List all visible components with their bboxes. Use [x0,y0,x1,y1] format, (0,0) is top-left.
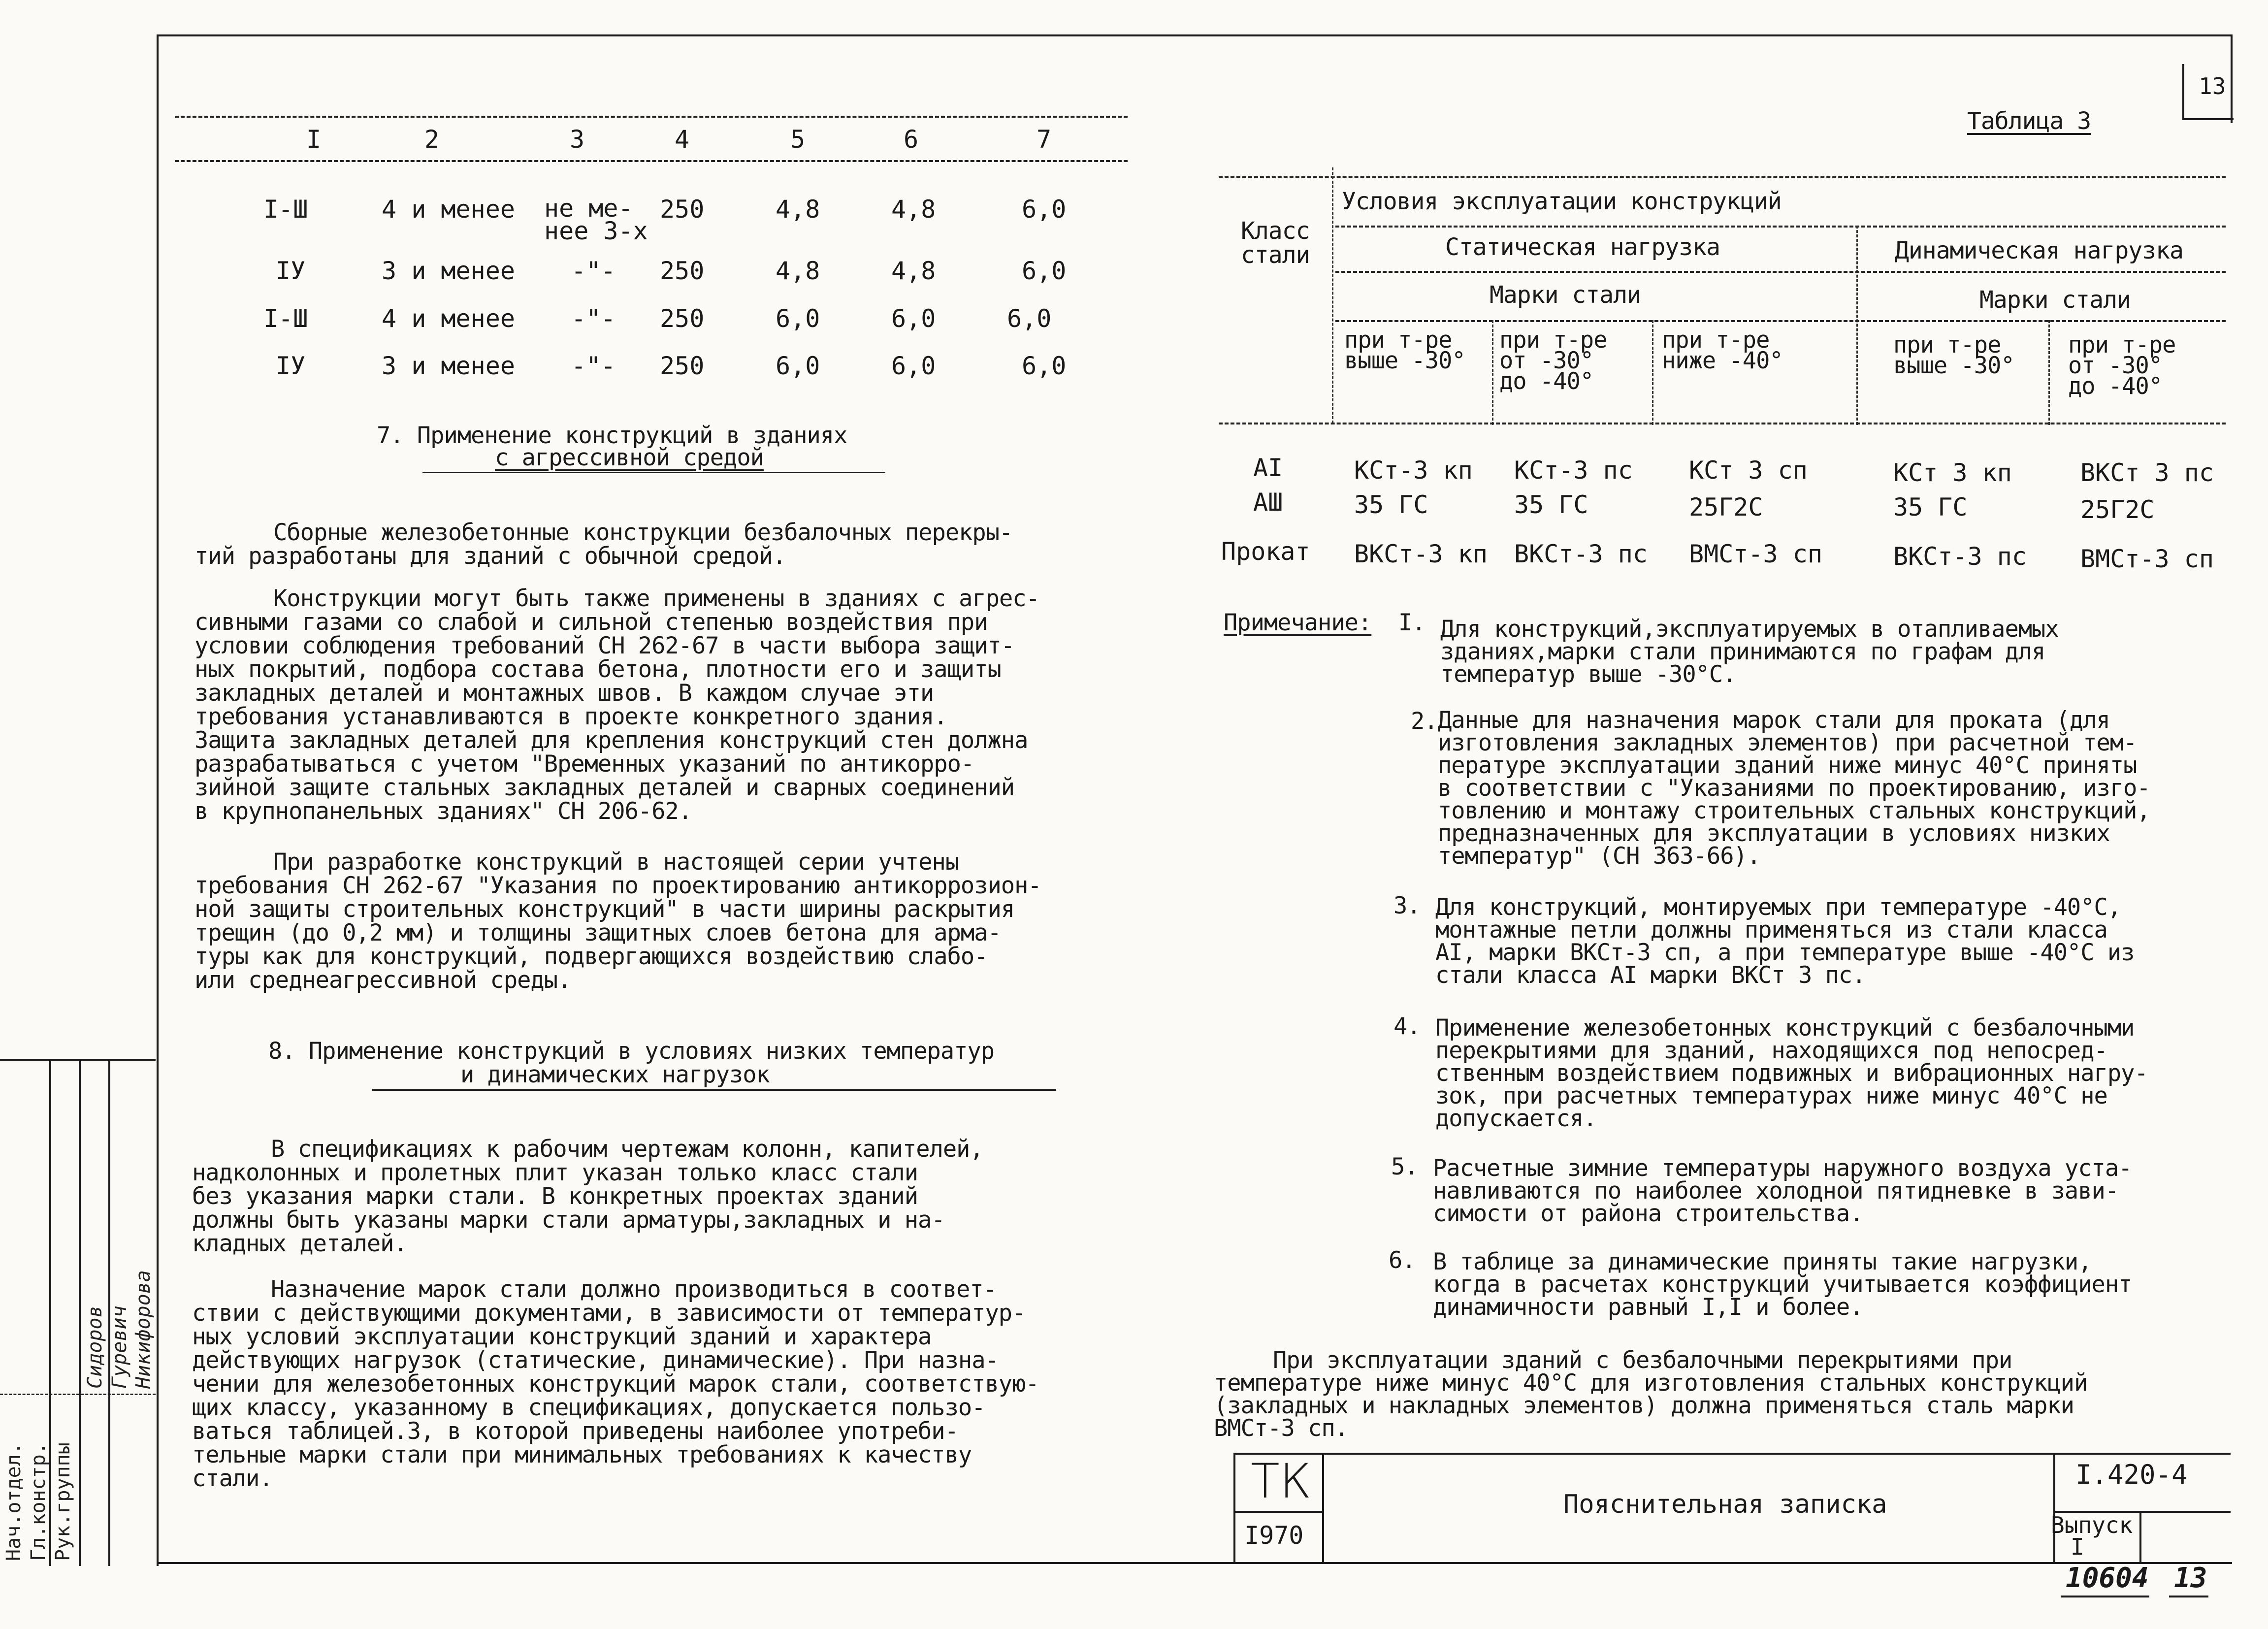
section-8-title-line-1: 8. Применение конструкций в условиях низких температур [268,1038,995,1065]
stamp-role-2: Гл.констр. [27,1442,50,1561]
note-2-number: 2. [1411,708,1438,735]
left-table-row-2-col-7: 6,0 [1022,257,1067,285]
table-3-row-2-val-5: 25Г2С [2080,495,2155,524]
side-stamp [0,1049,156,1566]
section-7-title-underline [422,472,885,473]
title-block-year: I970 [1244,1521,1304,1550]
table-3-header-bottom-line [1219,423,2226,424]
title-block-issue-value: I [2071,1533,2084,1560]
note-1-text: Для конструкций,эксплуатируемых в отапливаемых зданиях,марки стали принимаются по графам для температур выше -30°С. [1440,616,2059,688]
table-3-subcol-5: при т-ре от -30° до -40° [2068,331,2176,400]
left-table-row-1-col-3: не ме- нее 3-х [544,194,648,245]
left-table-row-3-col-6: 6,0 [891,304,936,333]
note-5-number: 5. [1391,1153,1418,1180]
left-table-row-4-col-7: 6,0 [1022,352,1067,380]
left-table-row-1-col-7: 6,0 [1022,195,1067,224]
section-8-paragraph-1: В спецификациях к рабочим чертежам колонн, капителей, надколонных и пролетных плит указан только класс стали без указания марки стали. В конкретных проектах зданий должны быть указаны марки стали арматуры,закладных и на- кладных деталей. [192,1136,983,1257]
left-table-row-3-col-2: 4 и менее [382,304,515,333]
left-table-row-2-col-3: -"- [571,257,616,285]
note-label: Примечание: [1224,609,1372,636]
note-4-text: Применение железобетонных конструкций с безбалочными перекрытиями для зданий, находящихся под непосред- ственным воздействием подвижных и вибрационных нагру- зок, при расчетных температурах ниже минус 40°С не допускается. [1435,1014,2148,1132]
section-8-title-underline [372,1089,1056,1091]
left-table-header-line [175,160,1128,162]
section-8-paragraph-2: Назначение марок стали должно производиться в соответ- ствии с действующими документами, в зависимости от температур- ных условий эксплуатации конструкций зданий и характера действующих нагрузок (статические, динамические). При назна- чении для железобетонных конструкций марок стали, соответствую- щих классу, указанному в спецификациях, допускается пользо- ваться таблицей.3, в которой приведены наиболее употреби- тельные марки стали при минимальных требованиях к качеству стали. [192,1276,1039,1492]
table-3-row-2-val-2: 35 ГС [1514,490,1588,519]
left-table-header-4: 4 [675,125,690,154]
table-3-row-1-val-5: ВКСт 3 пс [2080,458,2214,487]
left-table-row-1-col-6: 4,8 [891,195,936,224]
note-3-text: Для конструкций, монтируемых при температуре -40°С, монтажные петли должны применяться из стали класса AI, марки ВКСт-3 сп, а при температуре выше -40°С из стали класса AI марки ВКСт 3 пс. [1435,894,2135,989]
table-3-static-header: Статическая нагрузка [1445,233,1720,261]
left-table-row-4-col-4: 250 [660,352,705,380]
left-table-row-1-col-4: 250 [660,195,705,224]
left-table-header-6: 6 [904,125,919,154]
left-table-row-2-col-6: 4,8 [891,257,936,285]
title-block-issue-label: Выпуск [2051,1512,2133,1538]
stamp-role-3: Рук.группы [52,1442,74,1561]
table-3-subcol-3: при т-ре ниже -40° [1662,326,1783,374]
table-3-row-3-val-2: ВКСт-3 пс [1514,540,1648,568]
left-table-row-1-col-5: 4,8 [776,195,820,224]
title-block-series: I.420-4 [2075,1459,2188,1490]
left-table-header-2: 2 [424,125,440,154]
left-table-header-5: 5 [790,125,806,154]
stamp-role-1: Нач.отдел. [2,1442,25,1561]
left-table-header-7: 7 [1037,125,1052,154]
table-3-row-2-val-4: 35 ГС [1893,493,1968,521]
note-1-number: I. [1398,609,1426,636]
title-block-title: Пояснительная записка [1563,1490,1887,1519]
stamp-signature-1: Сидоров [84,1305,106,1389]
stamp-signature-2: Гуревич [108,1305,131,1389]
archive-stamp-page: 13 [2174,1562,2207,1594]
table-3-row-1-val-2: КСт-3 пс [1514,456,1633,485]
table-3-top-line [1219,176,2226,178]
table-3-row-2-class: АШ [1253,488,1283,517]
note-2-text: Данные для назначения марок стали для проката (для изготовления закладных элементов) при расчетной тем- пературе эксплуатации зданий ниже минус 40°С приняты в соответствии с "Указаниями по проектированию, изго- товлению и монтажу строительных стальных конструкций, предназначенных для эксплуатации в условиях низких температур" (СН 363-66). [1438,707,2150,870]
note-3-number: 3. [1393,892,1421,919]
table-3-row-2-val-3: 25Г2С [1689,493,1763,521]
table-3-class-header: Класс стали [1241,217,1310,269]
table-3-row-1-val-3: КСт 3 сп [1689,456,1808,485]
left-table-row-4-col-6: 6,0 [891,352,936,380]
table-3-row-3-val-1: ВКСт-3 кп [1354,540,1488,568]
left-table-header-3: 3 [570,125,585,154]
table-3-dynamic-marks-header: Марки стали [1979,286,2131,314]
left-table-row-3-col-7: 6,0 [1007,304,1052,333]
left-table-header-1: I [306,125,322,154]
frame-left-border [157,34,159,1566]
section-7-paragraph-3: При разработке конструкций в настоящей серии учтены требования СН 262-67 "Указания по проектированию антикоррозион- ной защиты строительных конструкций" в части ширины раскрытия трещин (до 0,2 мм) и толщины защитных слоев бетона для арма- туры как для конструкций, подвергающихся воздействию слабо- или среднеагрессивной среды. [194,848,1041,994]
left-table-row-2-col-4: 250 [660,257,705,285]
table-3-row-2-val-1: 35 ГС [1354,490,1428,519]
section-7-title-line-1: 7. Применение конструкций в зданиях [377,422,847,449]
archive-stamp-number: 10604 [2066,1562,2149,1594]
note-4-number: 4. [1393,1013,1421,1040]
frame-top-border [157,34,2232,36]
section-7-paragraph-1: Сборные железобетонные конструкции безбалочных перекры- тий разработаны для зданий с обычной средой. [194,519,1013,570]
table-3-row-1-class: AI [1253,454,1283,482]
left-table-row-4-col-1: IУ [276,352,306,380]
table-3-row-3-val-4: ВКСт-3 пс [1893,542,2027,571]
left-table-row-1-col-2: 4 и менее [382,195,515,224]
left-table-row-4-col-2: 3 и менее [382,352,515,380]
table-3-dynamic-header: Динамическая нагрузка [1895,237,2183,264]
table-3-row-3-val-3: ВМСт-3 сп [1689,540,1822,568]
section-7-title-line-2: с агрессивной средой [495,444,764,471]
note-6-number: 6. [1389,1247,1416,1274]
closing-paragraph: При эксплуатации зданий с безбалочными перекрытиями при температуре ниже минус 40°С для изготовления стальных конструкций (закладных и накладных элементов) должна применяться сталь марки ВМСт-3 сп. [1214,1347,2088,1442]
left-table-row-3-col-5: 6,0 [776,304,820,333]
table-3-conditions-header: Условия эксплуатации конструкций [1342,188,1782,215]
stamp-signature-3: Никифорова [132,1270,155,1389]
section-8-title-line-2: и динамических нагрузок [460,1061,770,1088]
title-block [1233,1453,2231,1564]
left-table-row-1-col-1: I-Ш [263,195,308,224]
table-3-row-1-val-4: КСт 3 кп [1893,458,2012,487]
left-table-row-3-col-3: -"- [571,304,616,333]
table-3-subcol-1: при т-ре выше -30° [1344,326,1465,374]
table-3-caption: Таблица 3 [1967,107,2091,135]
page-number: 13 [2199,73,2226,99]
table-3-row-3-class: Прокат [1221,537,1310,566]
left-table-row-2-col-2: 3 и менее [382,257,515,285]
section-7-paragraph-2: Конструкции могут быть также применены в зданиях с агрес- сивными газами со слабой и сильной степенью воздействия при условии соблюдения требований СН 262-67 в части выбора защит- ных покрытий, подбора состава бетона, плотности его и защиты закладных деталей и монтажных швов. В каждом случае эти требования устанавливаются в проекте конкретного здания. Защита закладных деталей для крепления конструкций стен должна разрабатываться с учетом "Временных указаний по антикорро- зийной защите стальных закладных деталей и сварных соединений в крупнопанельных зданиях" СН 206-62. [194,585,1039,825]
note-6-text: В таблице за динамические приняты такие нагрузки, когда в расчетах конструкций учитывается коэффициент динамичности равный I,I и более. [1433,1248,2132,1321]
table-3-subcol-4: при т-ре выше -30° [1893,331,2014,379]
table-3-subcol-2: при т-ре от -30° до -40° [1499,326,1607,395]
left-table-row-2-col-5: 4,8 [776,257,820,285]
table-3-class-divider [1332,167,1333,424]
left-table-row-4-col-5: 6,0 [776,352,820,380]
table-3-static-marks-header: Марки стали [1490,281,1641,309]
left-table-row-2-col-1: IУ [276,257,306,285]
table-3-row-3-val-5: ВМСт-3 сп [2080,545,2214,573]
left-table-row-3-col-1: I-Ш [263,304,308,333]
title-block-org: ТК [1251,1454,1312,1509]
note-5-text: Расчетные зимние температуры наружного воздуха уста- навливаются по наиболее холодной пятидневке в зави- симости от района строительства. [1433,1155,2132,1227]
table-3-row-1-val-1: КСт-3 кп [1354,456,1473,485]
table-3-static-dynamic-divider [1856,226,1858,425]
left-table-row-4-col-3: -"- [571,352,616,380]
left-table-top-line [175,116,1128,118]
left-table-row-3-col-4: 250 [660,304,705,333]
